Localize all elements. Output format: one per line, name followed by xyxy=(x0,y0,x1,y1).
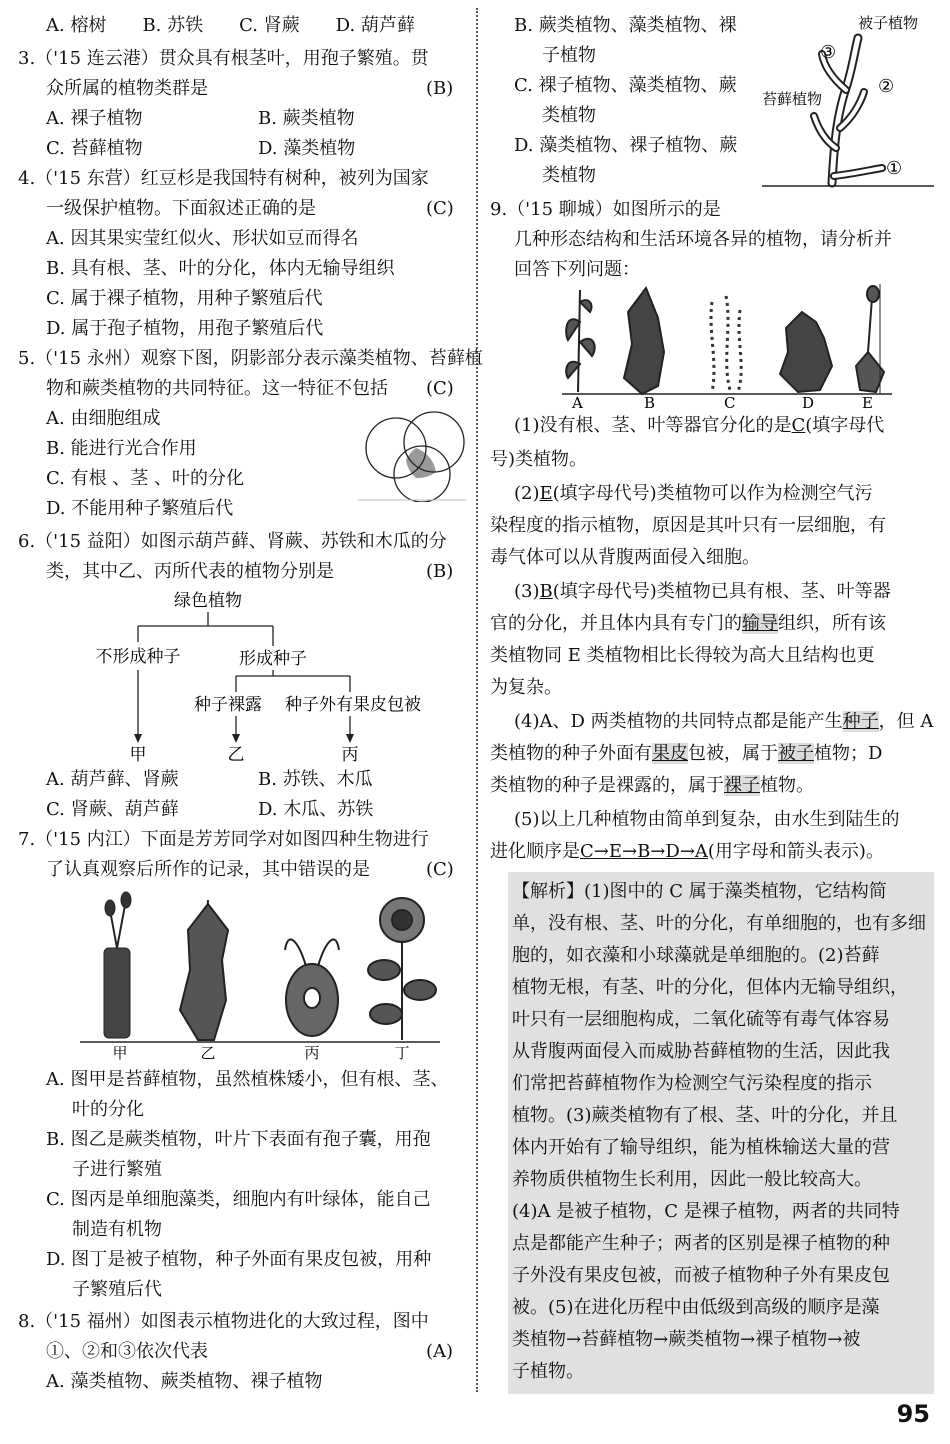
q7-fig-label-2: 丙 xyxy=(304,1044,320,1060)
q3-option-b: B. 蕨类植物 xyxy=(258,108,355,129)
q9-stem-3: 回答下列问题： xyxy=(514,259,640,280)
q7-option-b-1: B. 图乙是蕨类植物，叶片下表面有孢子囊，用孢 xyxy=(46,1129,431,1150)
q4-stem-1: 4.（'15 东营）红豆杉是我国特有树种，被列为国家 xyxy=(18,168,429,189)
analysis-line: 单，没有根、茎、叶的分化，有单细胞的，也有多细 xyxy=(512,913,926,934)
q9-part5-line1: (5)以上几种植物由简单到复杂，由水生到陆生的 xyxy=(514,809,900,830)
q7-stem-1: 7.（'15 内江）下面是芳芳同学对如图四种生物进行 xyxy=(18,829,429,850)
q4-stem-2: 一级保护植物。下面叙述正确的是 xyxy=(46,198,316,219)
q9-stem-1: 9.（'15 聊城）如图所示的是 xyxy=(490,199,721,220)
analysis-line: 体内开始有了输导组织，能为植株输送大量的营 xyxy=(512,1137,890,1158)
analysis-box xyxy=(508,872,934,1394)
fig-label-1: ① xyxy=(886,158,903,179)
fig-label-2: ② xyxy=(878,76,895,97)
q9-fig-label-c: C xyxy=(724,394,736,408)
q7-fig-label-0: 甲 xyxy=(112,1044,128,1060)
q9-part4-answer-pericarp: 果皮 xyxy=(652,743,688,764)
analysis-line: 类植物→苔藓植物→蕨类植物→裸子植物→被 xyxy=(512,1329,861,1350)
venn-circle-1 xyxy=(366,418,426,478)
classification-tree xyxy=(88,588,448,766)
organism-jia-moss xyxy=(104,892,131,1038)
q4-option-b: B. 具有根、茎、叶的分化，体内无输导组织 xyxy=(46,258,395,279)
q7-option-a-1: A. 图甲是苔藓植物，虽然植株矮小，但有根、茎、 xyxy=(46,1069,449,1090)
q6-option-b: B. 苏铁、木瓜 xyxy=(258,769,373,790)
q8-option-c-2: 类植物 xyxy=(542,105,596,126)
q9-part5-line2: 进化顺序是C→E→B→D→A(用字母和箭头表示)。 xyxy=(490,841,884,862)
q6-stem-2: 类，其中乙、丙所代表的植物分别是 xyxy=(46,561,334,582)
q9-part3-line1: (3)B(填字母代号)类植物已具有根、茎、叶等器 xyxy=(514,581,891,602)
tree-leaf-yi: 乙 xyxy=(227,745,245,765)
q5-stem-1: 5.（'15 永州）观察下图，阴影部分表示藻类植物、苔藓植 xyxy=(18,348,483,369)
fig-label-moss: 苔藓植物 xyxy=(762,90,823,108)
q4-answer: (C) xyxy=(426,198,454,219)
q9-part4-line1: (4)A、D 两类植物的共同特点都是能产生种子，但 A xyxy=(514,711,934,732)
organism-ding-sunflower xyxy=(368,898,436,1040)
q9-part4-answer-gymnosperm: 裸子 xyxy=(724,775,760,796)
q4-option-c: C. 属于裸子植物，用种子繁殖后代 xyxy=(46,288,323,309)
q5-option-a: A. 由细胞组成 xyxy=(46,408,161,429)
q8-stem-1: 8.（'15 福州）如图表示植物进化的大致过程，图中 xyxy=(18,1311,429,1332)
organism-bing-chlamydomonas xyxy=(285,939,339,1036)
page-number: 95 xyxy=(896,1400,930,1428)
q9-part1-line1: (1)没有根、茎、叶等器官分化的是C(填字母代 xyxy=(514,415,885,436)
q3-stem-2: 众所属的植物类群是 xyxy=(46,78,208,99)
q7-option-c-1: C. 图丙是单细胞藻类，细胞内有叶绿体，能自己 xyxy=(46,1189,431,1210)
q6-answer: (B) xyxy=(426,561,454,582)
q9-fig-label-b: B xyxy=(644,394,656,408)
q9-part4-line2: 类植物的种子外面有果皮包被，属于被子植物；D xyxy=(490,743,883,764)
q3-answer: (B) xyxy=(426,78,454,99)
plant-evolution-tree-figure xyxy=(762,8,934,188)
q5-option-b: B. 能进行光合作用 xyxy=(46,438,197,459)
tree-seed-label: 形成种子 xyxy=(239,649,307,669)
q7-four-organisms-figure xyxy=(80,890,440,1060)
q9-part5-answer: C→E→B→D→A xyxy=(580,841,708,862)
plant-a-corn xyxy=(566,290,595,392)
q8-option-c-1: C. 裸子植物、藻类植物、蕨 xyxy=(514,75,737,96)
analysis-line: (4)A 是被子植物，C 是裸子植物，两者的共同特 xyxy=(512,1201,900,1222)
q7-answer: (C) xyxy=(426,859,454,880)
analysis-line: 子外没有果皮包被，而被子植物种子外有果皮包 xyxy=(512,1265,890,1286)
analysis-line: 植物无根，有茎、叶的分化，但体内无输导组织， xyxy=(512,977,908,998)
q5-option-d: D. 不能用种子繁殖后代 xyxy=(46,498,234,519)
analysis-line: 植物。(3)蕨类植物有了根、茎、叶的分化，并且 xyxy=(512,1105,898,1126)
venn-circle-2 xyxy=(404,412,464,472)
q9-part2-line2: 染程度的指示植物，原因是其叶只有一层细胞，有 xyxy=(490,515,886,536)
q8-option-d-2: 类植物 xyxy=(542,165,596,186)
venn-diagram xyxy=(358,400,466,502)
q9-part3-line4: 为复杂。 xyxy=(490,677,562,698)
tree-leaf-jia: 甲 xyxy=(129,745,147,765)
q9-part3-line2: 官的分化，并且体内具有专门的输导组织，所有该 xyxy=(490,613,886,634)
q9-part3-line3: 类植物同 E 类植物相比长得较为高大且结构也更 xyxy=(490,645,875,666)
plant-b-fern xyxy=(624,288,664,394)
q3-option-a: A. 裸子植物 xyxy=(46,108,143,129)
q9-part2-line1: (2)E(填字母代号)类植物可以作为检测空气污 xyxy=(514,483,873,504)
q5-stem-2: 物和蕨类植物的共同特征。这一特征不包括 xyxy=(46,378,388,399)
q5-option-c: C. 有根 、茎 、叶的分化 xyxy=(46,468,245,489)
plant-c-algae xyxy=(711,296,741,392)
q8-option-b-2: 子植物 xyxy=(542,45,596,66)
analysis-line: 【解析】(1)图中的 C 属于藻类植物，它结构简 xyxy=(512,881,887,902)
q9-part1-line2: 号)类植物。 xyxy=(490,449,588,470)
tree-root-label: 绿色植物 xyxy=(174,591,242,611)
tree-covered-seed-label: 种子外有果皮包被 xyxy=(285,695,421,715)
q7-option-a-2: 叶的分化 xyxy=(72,1099,144,1120)
q7-option-d-1: D. 图丁是被子植物，种子外面有果皮包被，用种 xyxy=(46,1249,432,1270)
q9-part4-line3: 类植物的种子是裸露的，属于裸子植物。 xyxy=(490,775,814,796)
q9-part2-line3: 毒气体可以从背腹两面侵入细胞。 xyxy=(490,547,760,568)
analysis-line: 胞的，如衣藻和小球藻就是单细胞的。(2)苔藓 xyxy=(512,945,880,966)
analysis-line: 点是都能产生种子；两者的区别是裸子植物的种 xyxy=(512,1233,890,1254)
analysis-line: 叶只有一层细胞构成，二氧化硫等有毒气体容易 xyxy=(512,1009,890,1030)
q9-part2-answer: E xyxy=(539,483,553,504)
q7-option-c-2: 制造有机物 xyxy=(72,1219,162,1240)
tree-naked-seed-label: 种子裸露 xyxy=(194,695,262,715)
q9-five-plants-figure xyxy=(562,282,892,408)
q5-answer: (C) xyxy=(426,378,454,399)
q9-part4-answer-angiosperm: 被子 xyxy=(778,743,814,764)
q9-fig-label-a: A xyxy=(572,394,583,408)
q9-fig-label-d: D xyxy=(802,394,815,408)
q3-stem-1: 3.（'15 连云港）贯众具有根茎叶，用孢子繁殖。贯 xyxy=(18,48,429,69)
q9-part3-answer: B xyxy=(539,581,553,602)
q9-part3-answer-tissue: 输导 xyxy=(742,613,778,634)
organism-yi-fern xyxy=(180,900,228,1040)
q7-option-d-2: 子繁殖后代 xyxy=(72,1279,162,1300)
q9-fig-label-e: E xyxy=(862,394,873,408)
tree-leaf-bing: 丙 xyxy=(341,745,359,765)
q7-fig-label-3: 丁 xyxy=(394,1044,410,1060)
q7-stem-2: 了认真观察后所作的记录，其中错误的是 xyxy=(46,859,370,880)
q3-option-d: D. 藻类植物 xyxy=(258,138,356,159)
tree-no-seed-label: 不形成种子 xyxy=(95,647,181,667)
q7-option-b-2: 子进行繁殖 xyxy=(72,1159,162,1180)
column-divider xyxy=(476,8,478,1392)
q7-fig-label-1: 乙 xyxy=(200,1044,216,1060)
analysis-line: 被。(5)在进化历程中由低级到高级的顺序是藻 xyxy=(512,1297,880,1318)
q9-part1-answer: C xyxy=(791,415,806,436)
analysis-line: 子植物。 xyxy=(512,1361,584,1382)
q8-stem-2: ①、②和③依次代表 xyxy=(46,1341,208,1362)
q6-option-d: D. 木瓜、苏铁 xyxy=(258,799,374,820)
fig-label-3: ③ xyxy=(820,42,837,63)
q3-option-c: C. 苔藓植物 xyxy=(46,138,143,159)
q8-answer: (A) xyxy=(426,1341,454,1362)
q8-option-b-1: B. 蕨类植物、藻类植物、裸 xyxy=(514,15,737,36)
q6-option-a: A. 葫芦藓、肾蕨 xyxy=(46,769,179,790)
analysis-line: 养物质供植物生长利用，因此一般比较高大。 xyxy=(512,1169,872,1190)
q6-option-c: C. 肾蕨、葫芦藓 xyxy=(46,799,179,820)
q4-option-a: A. 因其果实莹红似火、形状如豆而得名 xyxy=(46,228,359,249)
q9-stem-2: 几种形态结构和生活环境各异的植物，请分析并 xyxy=(514,229,892,250)
q9-part4-answer-seed: 种子 xyxy=(842,711,879,732)
q8-option-a: A. 藻类植物、蕨类植物、裸子植物 xyxy=(46,1371,323,1392)
plant-d-gymnosperm xyxy=(780,312,832,392)
q6-stem-1: 6.（'15 益阳）如图示葫芦藓、肾蕨、苏铁和木瓜的分 xyxy=(18,531,447,552)
analysis-line: 从背腹两面侵入而威胁苔藓植物的生活，因此我 xyxy=(512,1041,890,1062)
analysis-line: 们常把苔藓植物作为检测空气污染程度的指示 xyxy=(512,1073,872,1094)
q4-option-d: D. 属于孢子植物，用孢子繁殖后代 xyxy=(46,318,324,339)
q2-options: A. 榕树 B. 苏铁 C. 肾蕨 D. 葫芦藓 xyxy=(46,15,415,36)
q8-option-d-1: D. 藻类植物、裸子植物、蕨 xyxy=(514,135,738,156)
fig-label-angiosperm: 被子植物 xyxy=(858,14,919,32)
